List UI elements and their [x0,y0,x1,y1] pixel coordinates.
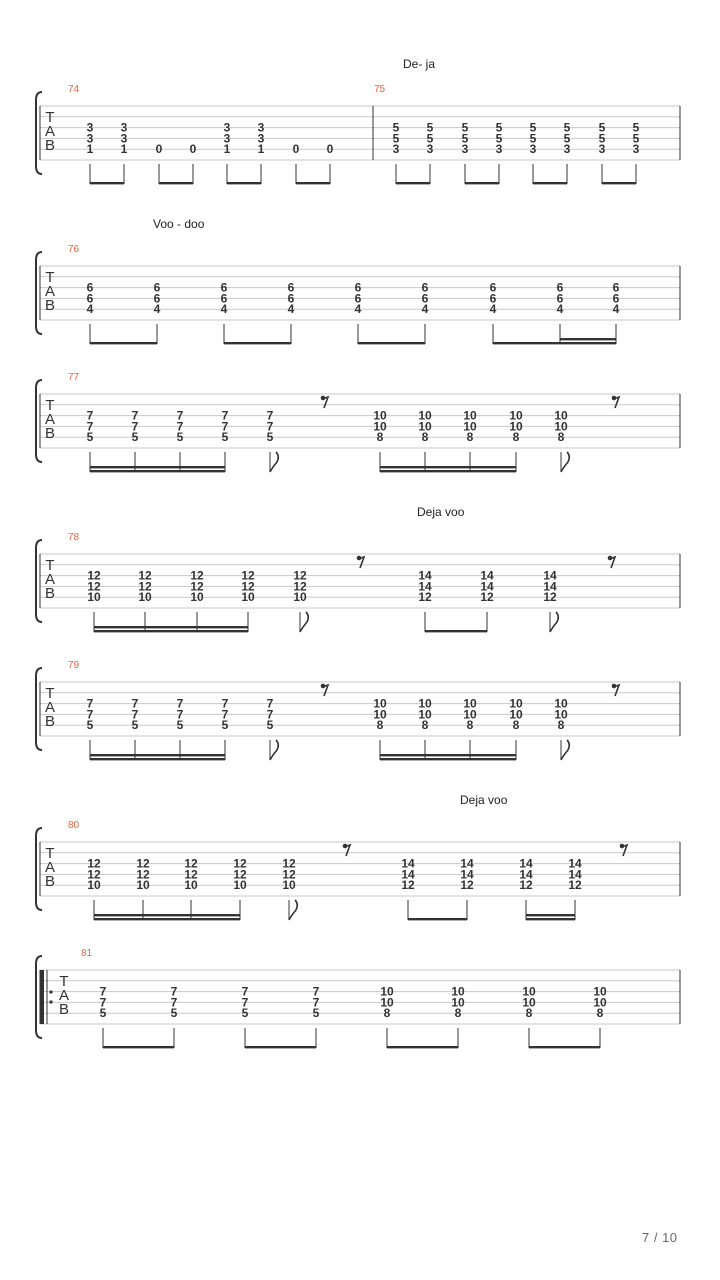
fret-number: 1 [86,142,94,157]
note-flag [550,612,558,632]
note-beam [380,758,516,760]
tab-clef-letter: A [58,987,70,1004]
fret-number: 5 [632,120,640,135]
fret-number: 10 [522,984,536,999]
fret-number: 3 [257,120,265,135]
fret-number: 3 [495,142,503,157]
note-beam [90,182,124,184]
fret-number: 14 [460,856,474,871]
fret-number: 5 [495,131,503,146]
fret-number: 8 [557,430,565,445]
measure-number-79: 79 [68,660,80,671]
fret-number: 10 [418,408,432,423]
fret-number: 5 [461,131,469,146]
fret-number: 5 [529,131,537,146]
fret-number: 6 [489,280,497,295]
fret-number: 6 [153,291,161,306]
fret-number: 12 [87,867,101,882]
fret-number: 8 [376,430,384,445]
note-beam [465,182,499,184]
tab-clef-letter: B [44,585,56,602]
eighth-rest [322,685,328,696]
eighth-rest [621,845,627,856]
measure-number-78: 78 [68,532,80,543]
system-bracket [36,252,42,334]
fret-number: 6 [421,291,429,306]
fret-number: 0 [155,142,163,157]
fret-number: 14 [568,856,582,871]
fret-number: 10 [87,590,101,605]
note-beam [90,758,225,760]
note-beam [396,182,430,184]
system-bracket [36,92,42,174]
fret-number: 10 [373,696,387,711]
fret-number: 3 [632,142,640,157]
fret-number: 5 [392,131,400,146]
fret-number: 3 [563,142,571,157]
fret-number: 10 [233,878,247,893]
fret-number: 7 [176,419,184,434]
fret-number: 12 [241,579,255,594]
fret-number: 7 [221,408,229,423]
fret-number: 4 [556,302,564,317]
fret-number: 1 [223,142,231,157]
note-beam [533,182,567,184]
fret-number: 4 [153,302,161,317]
fret-number: 12 [233,856,247,871]
fret-number: 5 [176,718,184,733]
fret-number: 10 [509,696,523,711]
fret-number: 7 [99,984,107,999]
note-beam [94,630,248,632]
fret-number: 5 [598,131,606,146]
fret-number: 10 [418,707,432,722]
fret-number: 12 [401,878,415,893]
fret-number: 5 [461,120,469,135]
fret-number: 12 [87,579,101,594]
fret-number: 4 [612,302,620,317]
fret-number: 0 [326,142,334,157]
fret-number: 6 [556,291,564,306]
measure-number-81: 81 [81,948,93,959]
note-flag [561,452,569,472]
fret-number: 7 [176,696,184,711]
note-beam [425,630,487,632]
fret-number: 12 [293,568,307,583]
note-beam [296,182,330,184]
fret-number: 7 [170,995,178,1010]
tab-clef-letter: B [58,1001,70,1018]
note-beam-secondary [380,466,516,468]
fret-number: 12 [190,568,204,583]
tab-clef-letter: T [45,397,55,414]
tab-clef-letter: B [44,873,56,890]
note-beam-secondary [526,914,575,916]
fret-number: 12 [568,878,582,893]
fret-number: 12 [190,579,204,594]
note-beam [227,182,261,184]
fret-number: 12 [87,568,101,583]
fret-number: 7 [221,696,229,711]
note-beam [94,918,240,920]
fret-number: 7 [266,696,274,711]
fret-number: 7 [131,707,139,722]
fret-number: 7 [312,995,320,1010]
fret-number: 6 [287,280,295,295]
fret-number: 6 [86,280,94,295]
fret-number: 14 [568,867,582,882]
eighth-rest [322,397,328,408]
fret-number: 3 [120,120,128,135]
fret-number: 6 [612,280,620,295]
fret-number: 1 [120,142,128,157]
fret-number: 10 [463,707,477,722]
fret-number: 12 [87,856,101,871]
fret-number: 8 [512,718,520,733]
fret-number: 12 [136,867,150,882]
fret-number: 3 [426,142,434,157]
note-beam-secondary [90,754,225,756]
tab-clef-letter: T [45,109,55,126]
fret-number: 8 [466,430,474,445]
fret-number: 6 [86,291,94,306]
fret-number: 12 [418,590,432,605]
fret-number: 0 [292,142,300,157]
measure-number-77: 77 [68,372,80,383]
fret-number: 3 [392,142,400,157]
fret-number: 3 [86,120,94,135]
fret-number: 7 [266,707,274,722]
system-bracket [36,828,42,910]
fret-number: 4 [86,302,94,317]
note-beam [358,342,425,344]
fret-number: 10 [190,590,204,605]
fret-number: 10 [380,984,394,999]
fret-number: 14 [460,867,474,882]
fret-number: 7 [86,696,94,711]
fret-number: 5 [632,131,640,146]
fret-number: 7 [312,984,320,999]
fret-number: 12 [460,878,474,893]
fret-number: 10 [380,995,394,1010]
fret-number: 12 [138,579,152,594]
tab-clef-letter: A [44,859,56,876]
fret-number: 8 [376,718,384,733]
fret-number: 10 [509,707,523,722]
note-beam-secondary [380,754,516,756]
fret-number: 3 [598,142,606,157]
fret-number: 6 [220,291,228,306]
note-flag [270,740,278,760]
eighth-rest [358,557,364,568]
fret-number: 10 [593,995,607,1010]
note-flag [561,740,569,760]
fret-number: 7 [99,995,107,1010]
fret-number: 12 [138,568,152,583]
fret-number: 4 [287,302,295,317]
fret-number: 5 [241,1006,249,1021]
tab-clef-letter: B [44,425,56,442]
fret-number: 8 [421,718,429,733]
note-flag [270,452,278,472]
fret-number: 7 [131,696,139,711]
tab-clef-letter: A [44,283,56,300]
fret-number: 6 [489,291,497,306]
eighth-rest [613,397,619,408]
fret-number: 8 [421,430,429,445]
fret-number: 3 [257,131,265,146]
tab-clef-letter: A [44,699,56,716]
repeat-thick-bar [40,970,44,1024]
fret-number: 7 [170,984,178,999]
fret-number: 5 [86,430,94,445]
fret-number: 10 [293,590,307,605]
fret-number: 10 [509,408,523,423]
lyric-deja-voo-2: Deja voo [460,793,508,807]
fret-number: 3 [529,142,537,157]
fret-number: 12 [282,856,296,871]
fret-number: 10 [373,408,387,423]
fret-number: 14 [480,579,494,594]
fret-number: 12 [233,867,247,882]
tab-clef-letter: A [44,571,56,588]
fret-number: 8 [466,718,474,733]
lyric-deja-voo-1: Deja voo [417,505,465,519]
tab-clef-letter: B [44,297,56,314]
fret-number: 7 [131,419,139,434]
note-beam [602,182,636,184]
note-beam [159,182,193,184]
fret-number: 10 [554,707,568,722]
fret-number: 8 [512,430,520,445]
note-beam [408,918,467,920]
fret-number: 14 [519,856,533,871]
fret-number: 10 [241,590,255,605]
fret-number: 12 [282,867,296,882]
note-beam [387,1046,458,1048]
note-beam [90,342,157,344]
fret-number: 7 [176,707,184,722]
fret-number: 12 [136,856,150,871]
note-beam [103,1046,174,1048]
eighth-rest [344,845,350,856]
note-beam-secondary [94,914,240,916]
fret-number: 8 [596,1006,604,1021]
fret-number: 14 [418,568,432,583]
fret-number: 10 [282,878,296,893]
fret-number: 10 [463,408,477,423]
fret-number: 4 [489,302,497,317]
note-beam [224,342,291,344]
fret-number: 10 [184,878,198,893]
fret-number: 6 [153,280,161,295]
system-bracket [36,668,42,750]
fret-number: 5 [221,430,229,445]
measure-number-74: 74 [68,84,80,95]
note-beam-secondary [560,338,616,340]
measure-number-76: 76 [68,244,80,255]
fret-number: 12 [184,856,198,871]
fret-number: 6 [220,280,228,295]
tab-clef-letter: T [45,269,55,286]
fret-number: 6 [421,280,429,295]
fret-number: 14 [480,568,494,583]
fret-number: 8 [383,1006,391,1021]
fret-number: 3 [86,131,94,146]
tab-clef-letter: T [45,557,55,574]
system-bracket [36,540,42,622]
system-bracket [36,380,42,462]
fret-number: 10 [451,995,465,1010]
fret-number: 10 [138,590,152,605]
fret-number: 8 [454,1006,462,1021]
fret-number: 12 [184,867,198,882]
fret-number: 5 [598,120,606,135]
fret-number: 5 [392,120,400,135]
tab-clef-letter: T [59,973,69,990]
fret-number: 5 [176,430,184,445]
fret-number: 6 [612,291,620,306]
fret-number: 3 [120,131,128,146]
fret-number: 10 [522,995,536,1010]
fret-number: 10 [463,419,477,434]
fret-number: 7 [221,419,229,434]
fret-number: 12 [519,878,533,893]
fret-number: 6 [287,291,295,306]
fret-number: 6 [556,280,564,295]
fret-number: 7 [86,707,94,722]
note-beam [493,342,616,344]
fret-number: 6 [354,280,362,295]
fret-number: 7 [131,408,139,423]
fret-number: 14 [401,867,415,882]
fret-number: 12 [543,590,557,605]
fret-number: 5 [495,120,503,135]
fret-number: 10 [373,419,387,434]
fret-number: 5 [426,120,434,135]
tab-clef-letter: A [44,411,56,428]
fret-number: 7 [86,408,94,423]
fret-number: 7 [241,995,249,1010]
fret-number: 14 [401,856,415,871]
tab-clef-letter: B [44,713,56,730]
page-number: 7 / 10 [642,1230,678,1245]
fret-number: 10 [451,984,465,999]
fret-number: 7 [176,408,184,423]
note-beam-secondary [94,626,248,628]
fret-number: 4 [421,302,429,317]
fret-number: 5 [529,120,537,135]
fret-number: 5 [266,718,274,733]
measure-number-80: 80 [68,820,80,831]
fret-number: 1 [257,142,265,157]
fret-number: 12 [480,590,494,605]
fret-number: 12 [241,568,255,583]
note-beam [90,470,225,472]
fret-number: 7 [266,408,274,423]
fret-number: 3 [461,142,469,157]
fret-number: 14 [543,579,557,594]
fret-number: 5 [99,1006,107,1021]
fret-number: 10 [418,696,432,711]
fret-number: 3 [223,120,231,135]
fret-number: 5 [563,131,571,146]
fret-number: 7 [241,984,249,999]
fret-number: 10 [554,419,568,434]
fret-number: 14 [418,579,432,594]
fret-number: 10 [463,696,477,711]
fret-number: 7 [86,419,94,434]
fret-number: 0 [189,142,197,157]
fret-number: 7 [266,419,274,434]
fret-number: 10 [554,696,568,711]
fret-number: 5 [266,430,274,445]
note-beam [529,1046,600,1048]
note-beam [380,470,516,472]
fret-number: 3 [223,131,231,146]
fret-number: 10 [87,878,101,893]
fret-number: 7 [221,707,229,722]
note-beam-secondary [90,466,225,468]
lyric-deja-1: De- ja [403,57,436,71]
fret-number: 5 [131,430,139,445]
fret-number: 5 [131,718,139,733]
fret-number: 5 [426,131,434,146]
note-flag [300,612,308,632]
repeat-dot [49,990,52,993]
fret-number: 10 [509,419,523,434]
note-beam [245,1046,316,1048]
fret-number: 10 [373,707,387,722]
fret-number: 10 [136,878,150,893]
measure-number-75: 75 [374,84,386,95]
fret-number: 8 [525,1006,533,1021]
eighth-rest [613,685,619,696]
tab-clef-letter: B [44,137,56,154]
fret-number: 10 [554,408,568,423]
lyric-voo-doo: Voo - doo [153,217,205,231]
fret-number: 6 [354,291,362,306]
fret-number: 10 [593,984,607,999]
fret-number: 12 [293,579,307,594]
fret-number: 5 [221,718,229,733]
tab-clef-letter: A [44,123,56,140]
fret-number: 5 [170,1006,178,1021]
note-beam [526,918,575,920]
note-flag [289,900,297,920]
tab-clef-letter: T [45,845,55,862]
repeat-dot [49,1000,52,1003]
fret-number: 8 [557,718,565,733]
fret-number: 14 [543,568,557,583]
fret-number: 14 [519,867,533,882]
fret-number: 4 [354,302,362,317]
fret-number: 5 [312,1006,320,1021]
tab-clef-letter: T [45,685,55,702]
fret-number: 4 [220,302,228,317]
eighth-rest [609,557,615,568]
fret-number: 10 [418,419,432,434]
fret-number: 5 [563,120,571,135]
fret-number: 5 [86,718,94,733]
